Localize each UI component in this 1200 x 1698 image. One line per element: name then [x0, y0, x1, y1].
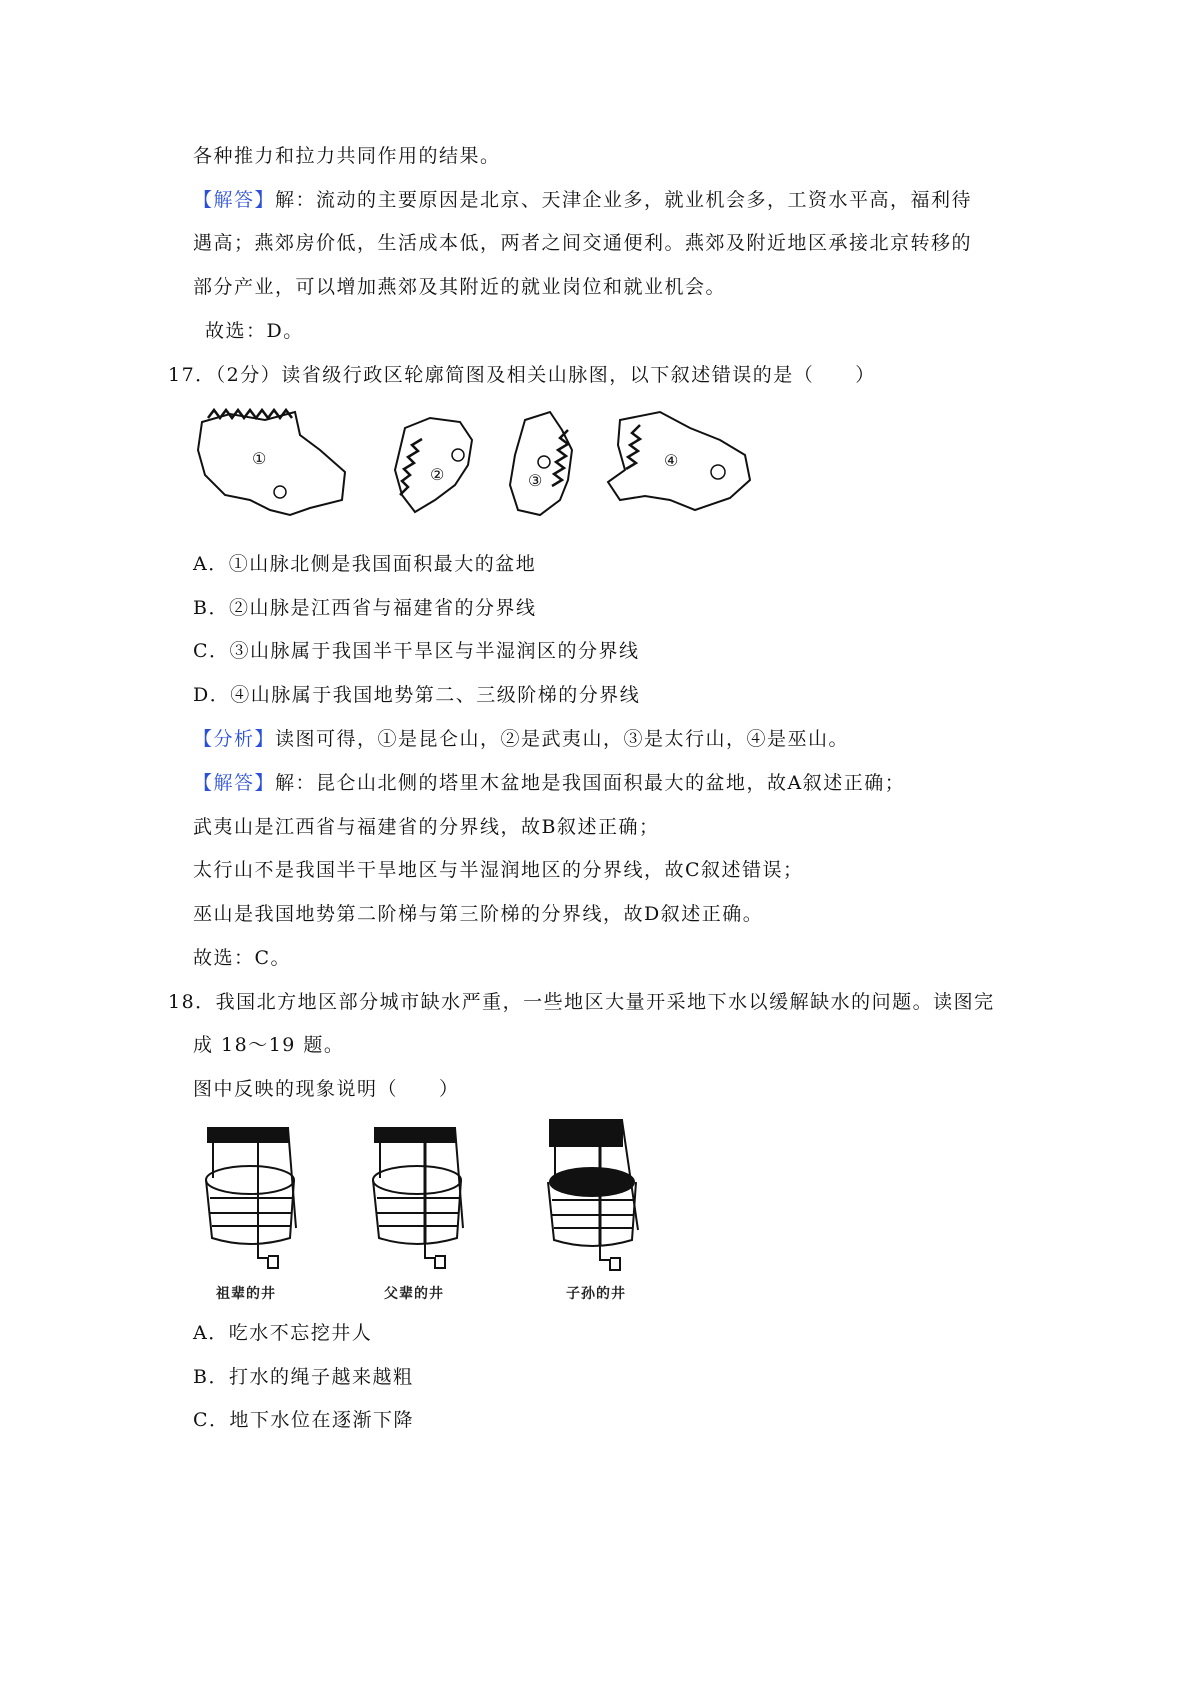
analysis-tag: 【分析】 — [193, 728, 276, 750]
prev-answer-line: 遇高；燕郊房价低，生活成本低，两者之间交通便利。燕郊及附近地区承接北京转移的 — [193, 232, 973, 254]
q17-option-b: B．②山脉是江西省与福建省的分界线 — [193, 597, 537, 619]
map-mark-1: ① — [252, 449, 267, 468]
well-caption-2: 父辈的井 — [384, 1286, 444, 1302]
q17-answer-line: 太行山不是我国半干旱地区与半湿润地区的分界线，故C叙述错误； — [193, 859, 804, 881]
q18-stem: 成 18～19 题。 — [193, 1034, 345, 1056]
province-outline-figure — [190, 400, 770, 530]
analysis-text: 读图可得，①是昆仑山，②是武夷山，③是太行山，④是巫山。 — [275, 728, 850, 750]
q17-option-d: D．④山脉属于我国地势第二、三级阶梯的分界线 — [193, 684, 641, 706]
map-mark-4: ④ — [664, 451, 679, 470]
prev-answer-line — [193, 188, 972, 212]
q18-stem: 18．我国北方地区部分城市缺水严重，一些地区大量开采地下水以缓解缺水的问题。读图完 — [168, 991, 995, 1013]
answer-tag: 【解答】 — [193, 189, 276, 211]
q18-option-b: B．打水的绳子越来越粗 — [193, 1366, 414, 1388]
q18-option-c: C．地下水位在逐渐下降 — [193, 1409, 415, 1431]
well-figure-1 — [198, 1118, 308, 1278]
well-figure-2 — [365, 1118, 475, 1278]
q17-choice: 故选：C。 — [193, 947, 292, 969]
prev-choice: 故选：D。 — [205, 320, 304, 342]
map-mark-3: ③ — [528, 471, 543, 490]
q18-sub-question: 图中反映的现象说明（ ） — [193, 1078, 460, 1100]
q17-analysis — [193, 727, 849, 751]
q17-stem: 17．（2分）读省级行政区轮廓简图及相关山脉图，以下叙述错误的是（ ） — [168, 364, 876, 386]
q17-option-a: A．①山脉北侧是我国面积最大的盆地 — [193, 553, 537, 575]
q18-option-a: A．吃水不忘挖井人 — [193, 1322, 373, 1344]
well-caption-1: 祖辈的井 — [216, 1286, 276, 1302]
q17-answer-line — [193, 771, 905, 795]
answer-tag: 【解答】 — [193, 772, 276, 794]
q17-answer-line: 武夷山是江西省与福建省的分界线，故B叙述正确； — [193, 816, 660, 838]
answer-text: 解：昆仑山北侧的塔里木盆地是我国面积最大的盆地，故A叙述正确； — [275, 772, 906, 794]
prev-answer-line: 部分产业，可以增加燕郊及其附近的就业岗位和就业机会。 — [193, 276, 727, 298]
map-mark-2: ② — [430, 465, 445, 484]
prev-text-line: 各种推力和拉力共同作用的结果。 — [193, 145, 501, 167]
well-caption-3: 子孙的井 — [566, 1286, 626, 1302]
q17-answer-line: 巫山是我国地势第二阶梯与第三阶梯的分界线，故D叙述正确。 — [193, 903, 764, 925]
well-figure-3 — [540, 1110, 650, 1278]
q17-option-c: C．③山脉属于我国半干旱区与半湿润区的分界线 — [193, 640, 640, 662]
answer-text: 解：流动的主要原因是北京、天津企业多，就业机会多，工资水平高，福利待 — [275, 189, 973, 211]
